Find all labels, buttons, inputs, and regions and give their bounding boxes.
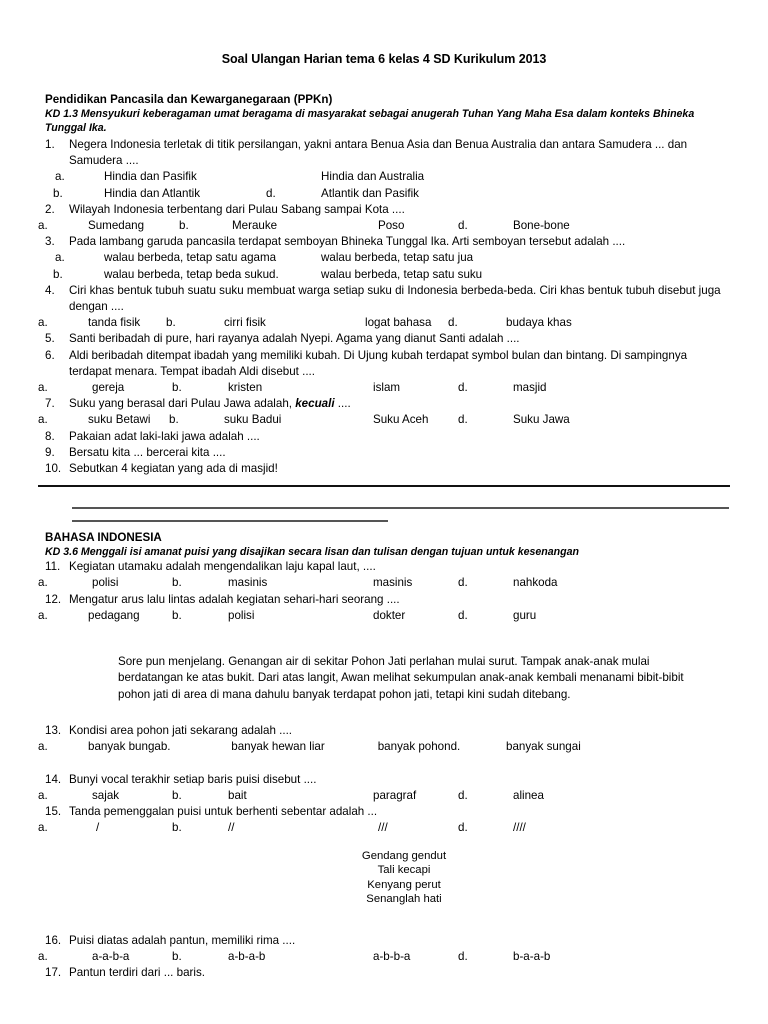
- section-kd-ppkn: KD 1.3 Mensyukuri keberagaman umat beragama di masyarakat sebagai anugerah Tuhan Yang Maha Esa dalam konteks Bhineka Tunggal Ika.: [45, 108, 695, 134]
- question-text: Pada lambang garuda pancasila terdapat semboyan Bhineka Tunggal Ika. Arti semboyan tersebut adalah ....: [69, 235, 626, 249]
- question-16-options-row-1: [38, 949, 730, 965]
- option-c-text[interactable]: islam: [373, 380, 401, 394]
- option-a-label: a.: [38, 218, 48, 232]
- question-text-emphasis: kecuali: [295, 397, 335, 411]
- question-11: [38, 559, 730, 575]
- question-text: Kegiatan utamaku adalah mengendalikan laju kapal laut, ....: [69, 560, 376, 574]
- question-text: Pantun terdiri dari ... baris.: [69, 966, 205, 980]
- option-b-label: b.: [172, 821, 182, 835]
- option-b-label: b.: [166, 316, 176, 330]
- option-a-label: a.: [38, 380, 48, 394]
- option-d-text[interactable]: nahkoda: [513, 576, 558, 590]
- option-d-text[interactable]: Suku Jawa: [513, 413, 570, 427]
- question-5: [38, 331, 730, 347]
- poem-line-3: Kenyang perut: [367, 878, 441, 891]
- question-text: Negera Indonesia terletak di titik persilangan, yakni antara Benua Asia dan Benua Australia dan antara Samudera ... dan Samudera ....: [69, 138, 688, 168]
- option-b-label: b.: [53, 186, 63, 200]
- question-3-options-row-1: [38, 250, 730, 266]
- option-a-text[interactable]: gereja: [92, 380, 125, 394]
- option-c-text[interactable]: a-b-b-a: [373, 950, 411, 964]
- question-8: [38, 429, 730, 445]
- option-c-text[interactable]: paragraf: [373, 788, 417, 802]
- question-number: 3.: [45, 235, 55, 249]
- option-d-text[interactable]: ////: [513, 821, 526, 835]
- question-2: [38, 202, 730, 218]
- question-12-options-row-1: [38, 608, 730, 624]
- option-a-label: a.: [38, 740, 48, 754]
- question-9: [38, 445, 730, 461]
- option-a-text[interactable]: banyak bungab.: [88, 740, 171, 754]
- question-7: [38, 396, 730, 412]
- question-16: [38, 933, 730, 949]
- question-2-options-row-1: [38, 218, 730, 234]
- option-a-text[interactable]: suku Betawi: [88, 413, 151, 427]
- option-b-label: b.: [172, 576, 182, 590]
- option-c-text[interactable]: Suku Aceh: [373, 413, 429, 427]
- question-text: Bersatu kita ... bercerai kita ....: [69, 445, 226, 459]
- question-6: [38, 348, 730, 380]
- section-heading-ppkn: Pendidikan Pancasila dan Kewarganegaraan (PPKn): [45, 93, 333, 106]
- question-number: 16.: [45, 933, 62, 947]
- question-17: [38, 965, 730, 981]
- option-b-text[interactable]: kristen: [228, 380, 263, 394]
- option-b-text[interactable]: walau berbeda, tetap beda sukud.: [104, 267, 279, 281]
- option-a-text[interactable]: tanda fisik: [88, 316, 141, 330]
- question-number: 4.: [45, 283, 55, 297]
- question-4-options-row-1: [38, 315, 730, 331]
- option-a-text[interactable]: Hindia dan Pasifik: [104, 170, 197, 184]
- question-12: [38, 592, 730, 608]
- option-d-label: d.: [266, 186, 276, 200]
- question-text: Puisi diatas adalah pantun, memiliki rima ....: [69, 933, 296, 947]
- option-b-label: b.: [172, 950, 182, 964]
- option-a-text[interactable]: pedagang: [88, 608, 140, 622]
- option-b-text[interactable]: a-b-a-b: [228, 950, 266, 964]
- option-b-label: b.: [172, 788, 182, 802]
- question-7-options-row-1: [38, 412, 730, 428]
- question-text-pre: Suku yang berasal dari Pulau Jawa adalah,: [69, 397, 296, 411]
- question-text-post: ....: [334, 397, 351, 411]
- question-number: 10.: [45, 461, 62, 475]
- question-number: 11.: [45, 560, 61, 574]
- option-a-label: a.: [38, 821, 48, 835]
- question-number: 5.: [45, 332, 55, 346]
- option-a-text[interactable]: Sumedang: [88, 218, 145, 232]
- option-d-label: d.: [458, 413, 468, 427]
- option-c-text[interactable]: ///: [378, 821, 388, 835]
- option-b-text[interactable]: masinis: [228, 576, 268, 590]
- option-b-text[interactable]: Merauke: [232, 218, 278, 232]
- question-text: Pakaian adat laki-laki jawa adalah ....: [69, 429, 260, 443]
- option-b-text[interactable]: //: [228, 821, 235, 835]
- option-c-text[interactable]: logat bahasa: [365, 316, 432, 330]
- option-c-text[interactable]: dokter: [373, 608, 406, 622]
- option-c-text[interactable]: banyak pohond.: [377, 740, 461, 754]
- option-b-label: b.: [169, 413, 179, 427]
- option-d-label: d.: [448, 316, 458, 330]
- option-d-text[interactable]: Bone-bone: [513, 218, 570, 232]
- question-text: Kondisi area pohon jati sekarang adalah ....: [69, 724, 293, 738]
- option-a-label: a.: [38, 413, 48, 427]
- question-1-options-row-1: [38, 169, 730, 185]
- answer-lines: [38, 477, 730, 523]
- question-number: 13.: [45, 724, 62, 738]
- question-text: Wilayah Indonesia terbentang dari Pulau Sabang sampai Kota ....: [69, 202, 405, 216]
- question-15: [38, 804, 730, 820]
- question-text: Bunyi vocal terakhir setiap baris puisi disebut ....: [69, 772, 317, 786]
- option-a-text[interactable]: sajak: [92, 788, 120, 802]
- question-number: 17.: [45, 966, 62, 980]
- poem-line-1: Gendang gendut: [361, 849, 447, 862]
- question-13: [38, 723, 730, 739]
- option-a-label: a.: [55, 170, 65, 184]
- question-text: Mengatur arus lalu lintas adalah kegiatan sehari-hari seorang ....: [69, 592, 400, 606]
- option-b-text[interactable]: bait: [228, 788, 247, 802]
- option-d-text[interactable]: b-a-a-b: [513, 950, 551, 964]
- option-a-label: a.: [38, 608, 48, 622]
- question-number: 2.: [45, 202, 55, 216]
- question-number: 7.: [45, 397, 55, 411]
- option-a-text[interactable]: polisi: [92, 576, 119, 590]
- question-number: 12.: [45, 592, 62, 606]
- option-b-label: b.: [172, 608, 182, 622]
- option-d-text[interactable]: alinea: [513, 788, 544, 802]
- option-a-label: a.: [38, 950, 48, 964]
- question-4: [38, 283, 730, 315]
- option-b-text[interactable]: banyak hewan liar: [231, 740, 325, 754]
- page-title: Soal Ulangan Harian tema 6 kelas 4 SD Kurikulum 2013: [221, 52, 547, 66]
- question-1: [38, 137, 730, 169]
- option-d-label: d.: [458, 950, 468, 964]
- option-b-text[interactable]: polisi: [228, 608, 255, 622]
- question-15-options-row-1: [38, 820, 730, 836]
- question-14: [38, 772, 730, 788]
- option-a-label: a.: [55, 251, 65, 265]
- poem-block: [38, 849, 730, 907]
- answer-line-3: [72, 520, 388, 521]
- option-d-label: d.: [458, 608, 468, 622]
- option-b-text[interactable]: cirri fisik: [224, 316, 266, 330]
- question-text: [69, 396, 730, 412]
- option-a-label: a.: [38, 788, 48, 802]
- question-number: 1.: [45, 138, 55, 151]
- option-d-label: d.: [458, 380, 468, 394]
- question-number: 6.: [45, 348, 55, 362]
- question-1-options-row-2: [38, 186, 730, 202]
- question-3-options-row-2: [38, 267, 730, 283]
- option-d-text[interactable]: budaya khas: [506, 316, 572, 330]
- question-13-options-row-1: [38, 739, 730, 771]
- option-b-label: b.: [53, 267, 63, 281]
- answer-line-2: [72, 507, 729, 508]
- option-b-text[interactable]: suku Badui: [224, 413, 282, 427]
- option-d-label: d.: [458, 788, 468, 802]
- option-c-text[interactable]: masinis: [373, 576, 413, 590]
- question-11-options-row-1: [38, 575, 730, 591]
- question-number: 9.: [45, 445, 55, 459]
- option-c-text[interactable]: walau berbeda, tetap satu jua: [321, 251, 474, 265]
- option-d-text[interactable]: banyak sungai: [506, 740, 581, 754]
- option-a-text[interactable]: /: [96, 821, 100, 835]
- option-d-text[interactable]: walau berbeda, tetap satu suku: [321, 267, 483, 281]
- option-d-label: d.: [458, 821, 468, 835]
- question-number: 15.: [45, 805, 62, 819]
- question-10: [38, 461, 730, 477]
- reading-passage: [38, 654, 730, 703]
- question-text: Sebutkan 4 kegiatan yang ada di masjid!: [69, 461, 278, 475]
- option-b-label: b.: [172, 380, 182, 394]
- option-c-text[interactable]: Poso: [378, 218, 405, 232]
- option-a-text[interactable]: a-a-b-a: [92, 950, 130, 964]
- section-heading-bahasa: BAHASA INDONESIA: [45, 531, 162, 545]
- option-c-text[interactable]: Hindia dan Australia: [321, 170, 425, 184]
- question-number: 8.: [45, 429, 55, 443]
- option-a-label: a.: [38, 316, 48, 330]
- option-a-text[interactable]: walau berbeda, tetap satu agama: [104, 251, 277, 265]
- question-text: Ciri khas bentuk tubuh suatu suku membuat warga setiap suku di Indonesia berbeda-beda. Ciri khas bentuk tubuh disebut juga dengan ....: [69, 283, 721, 313]
- poem-line-4: Senanglah hati: [366, 893, 442, 906]
- option-d-text[interactable]: Atlantik dan Pasifik: [321, 186, 419, 200]
- option-a-label: a.: [38, 576, 48, 590]
- option-b-label: b.: [179, 218, 189, 232]
- option-b-text[interactable]: Hindia dan Atlantik: [104, 186, 201, 200]
- poem-line-2: Tali kecapi: [377, 864, 431, 877]
- question-text: Tanda pemenggalan puisi untuk berhenti sebentar adalah ...: [69, 805, 378, 819]
- question-3: [38, 234, 730, 250]
- section-kd-bahasa: KD 3.6 Menggali isi amanat puisi yang disajikan secara lisan dan tulisan dengan tujuan untuk kesenangan: [45, 546, 579, 559]
- option-d-text[interactable]: masjid: [513, 380, 547, 394]
- question-text: Santi beribadah di pure, hari rayanya adalah Nyepi. Agama yang dianut Santi adalah ....: [69, 332, 520, 346]
- question-text: Aldi beribadah ditempat ibadah yang memiliki kubah. Di Ujung kubah terdapat symbol bulan dan bintang. Di sampingnya terdapat menara. Tempat ibadah Aldi disebut ....: [69, 348, 688, 378]
- reading-passage-text: Sore pun menjelang. Genangan air di sekitar Pohon Jati perlahan mulai surut. Tampak anak-anak mulai berdatangan ke atas bukit. Dari atas langit, Awan melihat sekumpulan anak-anak kembali menanami bibit-bibit pohon jati di area di mana dahulu banyak terdapat pohon jati, tetapi kini sudah ditebang.: [118, 654, 684, 701]
- question-14-options-row-1: [38, 788, 730, 804]
- option-d-label: d.: [458, 576, 468, 590]
- question-number: 14.: [45, 772, 62, 786]
- option-d-text[interactable]: guru: [513, 608, 537, 622]
- question-6-options-row-1: [38, 380, 730, 396]
- option-d-label: d.: [458, 218, 468, 232]
- answer-line-1: [38, 485, 730, 487]
